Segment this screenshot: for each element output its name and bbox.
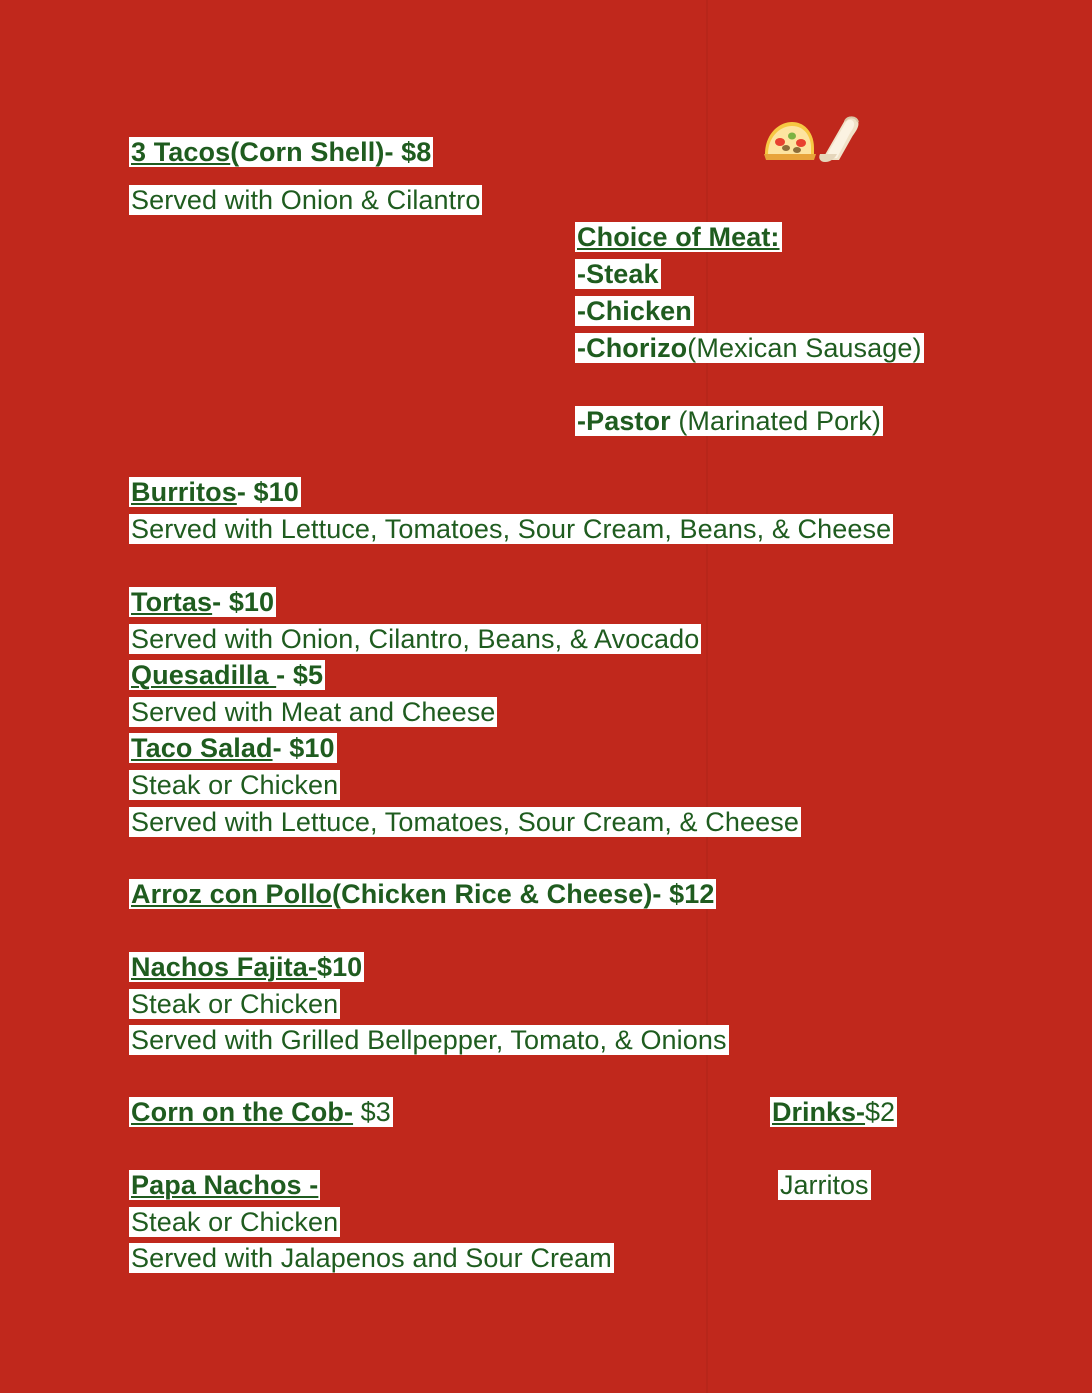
meat-option-chorizo-text: -Chorizo [577,333,688,363]
item-taco-salad-description-2 [129,803,801,841]
item-taco-salad-title [129,729,337,767]
meat-option-steak-text: -Steak [577,259,659,289]
tortas-price: - $10 [212,587,275,617]
nachos-fajita-title-text: Nachos Fajita- [131,952,317,982]
tortas-description-text: Served with Onion, Cilantro, Beans, & Avocado [131,624,700,654]
burritos-title-text: Burritos [131,477,237,507]
item-papa-nachos-description-1 [129,1203,340,1241]
nachos-fajita-price: $10 [316,952,363,982]
tacos-description-text: Served with Onion & Cilantro [131,185,481,215]
item-papa-nachos-title [129,1166,320,1204]
item-quesadilla-title [129,656,325,694]
item-corn-on-the-cob [129,1093,393,1131]
papa-nachos-description-2-text: Served with Jalapenos and Sour Cream [131,1243,612,1273]
arroz-con-pollo-title-text: Arroz con Pollo [131,879,333,909]
meat-option-steak [575,255,661,293]
quesadilla-description-text: Served with Meat and Cheese [131,697,496,727]
burritos-description-text: Served with Lettuce, Tomatoes, Sour Cream, Beans, & Cheese [131,514,892,544]
corn-on-the-cob-price: $3 [353,1097,391,1127]
drinks-item-jarritos [778,1166,871,1204]
item-nachos-fajita-title [129,948,364,986]
meat-option-pastor-text: -Pastor [577,406,671,436]
item-taco-salad-description-1 [129,766,340,804]
taco-icon [762,118,818,164]
drinks-title-text: Drinks- [772,1097,866,1127]
item-papa-nachos-description-2 [129,1239,614,1277]
nachos-fajita-description-2-text: Served with Grilled Bellpepper, Tomato, & Onions [131,1025,727,1055]
item-arroz-con-pollo [129,875,716,913]
tacos-title-note: (Corn Shell)- $8 [230,137,432,167]
item-tortas-description [129,620,701,658]
item-tacos-description [129,181,482,219]
item-burritos-description [129,510,939,548]
drinks-item-jarritos-text: Jarritos [780,1170,869,1200]
nachos-fajita-description-1-text: Steak or Chicken [131,989,339,1019]
item-burritos-title [129,473,301,511]
taco-salad-title-text: Taco Salad [131,733,273,763]
corn-on-the-cob-title-text: Corn on the Cob- [131,1097,354,1127]
meat-choice-heading-text: Choice of Meat: [577,222,780,252]
item-tacos-title [129,133,433,171]
meat-option-chicken [575,292,694,330]
taco-salad-description-2-text: Served with Lettuce, Tomatoes, Sour Cream, & Cheese [131,807,799,837]
quesadilla-price: - $5 [276,660,324,690]
meat-option-pastor [575,402,883,440]
meat-choice-heading [575,218,782,256]
burrito-icon [812,114,864,164]
quesadilla-title-text: Quesadilla [131,660,277,690]
meat-option-chicken-text: -Chicken [577,296,692,326]
drinks-price: $2 [865,1097,896,1127]
item-tortas-title [129,583,276,621]
item-drinks [770,1093,897,1131]
tacos-title-text: 3 Tacos [131,137,231,167]
tortas-title-text: Tortas [131,587,213,617]
item-nachos-fajita-description-2 [129,1021,729,1059]
meat-option-pastor-note: (Marinated Pork) [670,406,881,436]
papa-nachos-title-text: Papa Nachos - [131,1170,319,1200]
burritos-price: - $10 [236,477,299,507]
taco-salad-price: - $10 [272,733,335,763]
item-nachos-fajita-description-1 [129,985,340,1023]
meat-option-chorizo-note: (Mexican Sausage) [687,333,922,363]
taco-salad-description-1-text: Steak or Chicken [131,770,339,800]
item-quesadilla-description [129,693,497,731]
arroz-con-pollo-note: (Chicken Rice & Cheese)- $12 [332,879,715,909]
meat-option-chorizo [575,329,975,367]
papa-nachos-description-1-text: Steak or Chicken [131,1207,339,1237]
